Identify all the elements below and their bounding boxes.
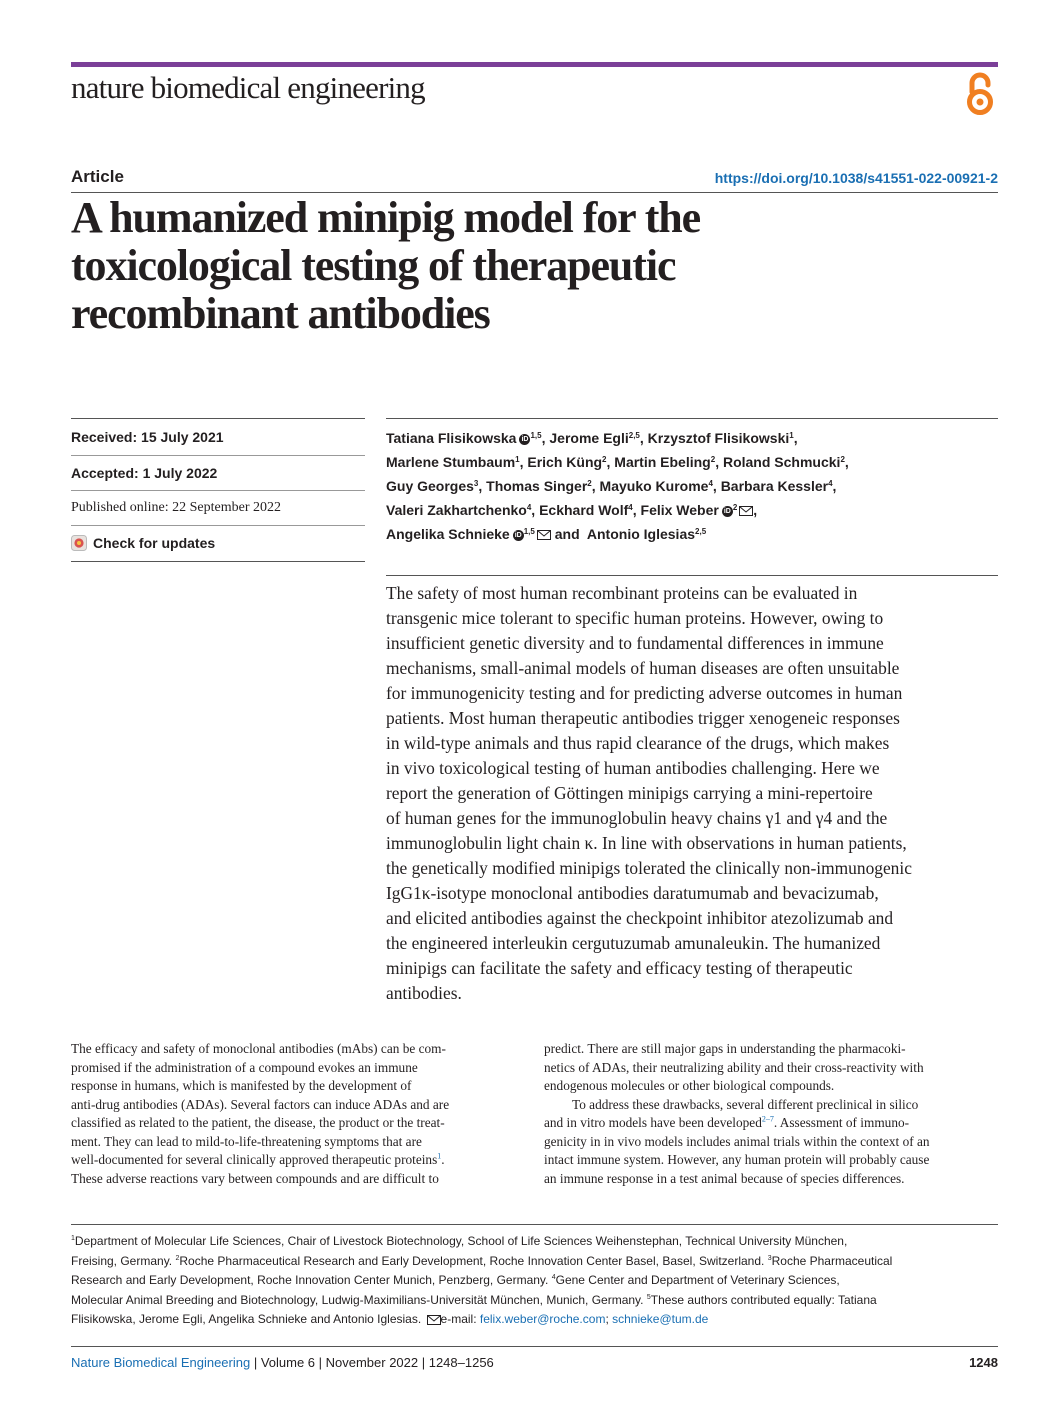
meta-divider xyxy=(71,525,365,526)
body-column-left xyxy=(71,1040,525,1188)
body-line: netics of ADAs, their neutralizing ability and their cross-reactivity with xyxy=(544,1059,924,1075)
citation-ref[interactable]: 2–7 xyxy=(761,1114,774,1124)
author-affil: 2 xyxy=(710,455,716,464)
author-sep: , xyxy=(632,502,641,518)
body-column-right xyxy=(544,1040,998,1188)
orcid-icon[interactable]: iD xyxy=(723,507,731,515)
author-name[interactable]: Marlene Stumbaum xyxy=(386,454,516,470)
email-link[interactable]: felix.weber@roche.com xyxy=(479,1312,606,1326)
author-name[interactable]: Thomas Singer xyxy=(486,478,588,494)
email-icon[interactable] xyxy=(537,530,551,540)
meta-divider xyxy=(71,455,365,456)
author-line xyxy=(386,450,998,474)
meta-divider xyxy=(71,490,365,491)
page-number: 1248 xyxy=(969,1355,998,1370)
author-affil: 2,5 xyxy=(628,431,640,440)
email-icon xyxy=(427,1315,441,1325)
affil-line xyxy=(71,1252,998,1272)
affil-text: Roche Pharmaceutical Research and Early Development, Roche Innovation Center Basel, Basel, Switzerland. xyxy=(179,1253,768,1268)
author-name[interactable]: Jerome Egli xyxy=(549,430,629,446)
title-line: A humanized minipig model for the xyxy=(71,193,701,242)
body-line: ment. They can lead to mild-to-life-threatening symptoms that are xyxy=(71,1133,422,1149)
published-date: Published online: 22 September 2022 xyxy=(71,500,281,515)
author-affil: 1 xyxy=(789,431,794,440)
author-name[interactable]: Roland Schmucki xyxy=(722,454,841,470)
article-title xyxy=(71,194,1001,338)
affil-text: Molecular Animal Breeding and Biotechnology, Ludwig-Maximilians-Universität München, Munich, Germany. xyxy=(71,1292,647,1307)
affil-number: 2 xyxy=(175,1254,180,1262)
abstract-line: in wild-type animals and thus rapid clearance of the drugs, which makes xyxy=(386,733,890,753)
check-updates-label: Check for updates xyxy=(93,535,216,551)
affil-text: Gene Center and Department of Veterinary Sciences, xyxy=(555,1273,840,1287)
meta-divider xyxy=(71,561,365,562)
author-name[interactable]: Valeri Zakhartchenko xyxy=(386,502,527,518)
footer-rule xyxy=(71,1346,998,1347)
footer-citation xyxy=(71,1355,494,1370)
affiliations-rule xyxy=(71,1224,998,1225)
body-text: well-documented for several clinically approved therapeutic proteins xyxy=(71,1152,438,1167)
affil-line xyxy=(71,1232,998,1252)
author-affil: 2 xyxy=(840,455,845,464)
orcid-icon[interactable]: iD xyxy=(514,531,522,539)
affil-text: Research and Early Development, Roche Innovation Center Munich, Penzberg, Germany. xyxy=(71,1273,552,1287)
author-line xyxy=(386,498,998,522)
author-name[interactable]: Angelika Schnieke xyxy=(386,526,510,542)
affil-text: Flisikowska, Jerome Egli, Angelika Schnieke and Antonio Iglesias. xyxy=(71,1312,425,1326)
body-line: The efficacy and safety of monoclonal antibodies (mAbs) can be com- xyxy=(71,1041,446,1056)
author-sep: , xyxy=(541,430,550,446)
author-affil: 1,5 xyxy=(530,431,542,440)
author-name[interactable]: Eckhard Wolf xyxy=(539,502,629,518)
author-sep: , xyxy=(519,454,528,470)
author-line xyxy=(386,474,998,498)
abstract-line: the genetically modified minipigs tolerated the clinically non-immunogenic xyxy=(386,858,912,878)
author-sep: , xyxy=(793,430,798,446)
affil-text: e-mail: xyxy=(440,1312,480,1326)
open-access-icon xyxy=(962,72,998,116)
author-affil: 4 xyxy=(708,479,713,488)
affil-line xyxy=(71,1291,998,1311)
title-line: recombinant antibodies xyxy=(71,289,490,338)
check-for-updates-button[interactable] xyxy=(71,535,365,551)
body-line: These adverse reactions vary between compounds and are difficult to xyxy=(71,1170,439,1186)
abstract-rule xyxy=(386,575,998,576)
author-sep: , xyxy=(591,478,600,494)
body-line: To address these drawbacks, several different preclinical in silico xyxy=(572,1096,919,1112)
body-line: promised if the administration of a compound evokes an immune xyxy=(71,1059,418,1075)
author-affil: 4 xyxy=(628,503,633,512)
abstract-line: patients. Most human therapeutic antibodies trigger xenogeneic responses xyxy=(386,708,900,728)
author-sep: , xyxy=(844,454,849,470)
author-sep: , xyxy=(478,478,487,494)
authors-rule xyxy=(386,418,998,419)
author-name[interactable]: Felix Weber xyxy=(640,502,719,518)
author-line xyxy=(386,522,998,546)
affil-line: Flisikowska, Jerome Egli, Angelika Schnieke and Antonio Iglesias. e-mail: felix.weber@roche.com; schnieke@tum.de xyxy=(71,1312,709,1326)
author-sep: and xyxy=(550,526,584,542)
author-sep: , xyxy=(531,502,540,518)
body-line xyxy=(544,1114,998,1133)
meta-rule xyxy=(71,418,365,419)
abstract xyxy=(386,581,1001,1006)
author-affil: 3 xyxy=(473,479,479,488)
affil-text: These authors contributed equally: Tatiana xyxy=(650,1292,877,1307)
author-affil: 4 xyxy=(828,479,833,488)
author-list xyxy=(386,426,998,546)
received-date: Received: 15 July 2021 xyxy=(71,429,224,445)
affil-number: 5 xyxy=(646,1293,651,1301)
body-line: genicity in in vivo models includes animal trials within the context of an xyxy=(544,1133,930,1149)
author-name[interactable]: Martin Ebeling xyxy=(614,454,711,470)
body-line: anti-drug antibodies (ADAs). Several factors can induce ADAs and are xyxy=(71,1096,450,1112)
author-line xyxy=(386,426,998,450)
abstract-line: IgG1κ-isotype monoclonal antibodies daratumumab and bevacizumab, xyxy=(386,883,879,903)
body-line: an immune response in a test animal because of species differences. xyxy=(544,1170,905,1186)
citation-ref[interactable]: 1 xyxy=(437,1151,442,1161)
abstract-line: mechanisms, small-animal models of human diseases are often unsuitable xyxy=(386,658,900,678)
article-type-label: Article xyxy=(71,167,124,186)
abstract-line: report the generation of Göttingen minipigs carrying a mini-repertoire xyxy=(386,783,873,803)
affil-text: Freising, Germany. xyxy=(71,1253,176,1268)
body-line: endogenous molecules or other biological compounds. xyxy=(544,1078,835,1093)
abstract-line: in vivo toxicological testing of human antibodies challenging. Here we xyxy=(386,758,880,778)
author-affil: 4 xyxy=(526,503,532,512)
doi-link[interactable]: https://doi.org/10.1038/s41551-022-00921-2 xyxy=(714,170,998,186)
abstract-line: immunoglobulin light chain κ. In line with observations in human patients, xyxy=(386,833,907,853)
affil-line xyxy=(71,1271,998,1291)
author-name[interactable]: Guy Georges xyxy=(386,478,474,494)
abstract-line: the engineered interleukin cergutuzumab amunaleukin. The humanized xyxy=(386,933,881,953)
author-affil: 2 xyxy=(602,455,607,464)
body-line: well-documented for several clinically approved therapeutic proteins$^1$. xyxy=(71,1151,445,1167)
body-text: and in vitro models have been developed xyxy=(544,1115,762,1130)
abstract-line: The safety of most human recombinant proteins can be evaluated in xyxy=(386,583,858,603)
orcid-icon[interactable]: iD xyxy=(521,435,529,443)
author-affil: 2,5 xyxy=(695,527,707,536)
body-line: predict. There are still major gaps in understanding the pharmacoki- xyxy=(544,1041,906,1056)
abstract-line: insufficient genetic diversity and to fundamental differences in immune xyxy=(386,633,884,653)
author-name[interactable]: Mayuko Kurome xyxy=(599,478,709,494)
affil-number: 3 xyxy=(767,1254,772,1262)
journal-accent-bar xyxy=(71,62,998,67)
body-text: . Assessment of immuno- xyxy=(773,1115,910,1130)
author-sep: , xyxy=(639,430,648,446)
affiliations xyxy=(71,1232,998,1330)
author-sep: , xyxy=(715,454,723,470)
author-name[interactable]: Antonio Iglesias xyxy=(586,526,696,542)
author-sep: , xyxy=(606,454,615,470)
footer-journal-link[interactable]: Nature Biomedical Engineering xyxy=(71,1355,251,1370)
body-line: classified as related to the patient, the disease, the product or the treat- xyxy=(71,1115,445,1130)
author-affil: 1,5 xyxy=(523,527,535,536)
abstract-line: of human genes for the immunoglobulin heavy chains γ1 and γ4 and the xyxy=(386,808,888,828)
abstract-line: antibodies. xyxy=(386,983,462,1003)
affil-number: 1 xyxy=(71,1235,75,1242)
body-line: response in humans, which is manifested by the development of xyxy=(71,1078,412,1093)
author-name[interactable]: Barbara Kessler xyxy=(720,478,829,494)
title-line: toxicological testing of therapeutic xyxy=(71,241,676,290)
journal-name: nature biomedical engineering xyxy=(71,70,425,105)
author-sep: , xyxy=(753,502,758,518)
author-name[interactable]: Erich Küng xyxy=(527,454,603,470)
affil-text: Department of Molecular Life Sciences, Chair of Livestock Biotechnology, School of Life Sciences Weihenstephan, Technical University München, xyxy=(74,1234,848,1248)
check-updates-icon xyxy=(71,535,87,551)
body-line: intact immune system. However, any human protein will probably cause xyxy=(544,1152,930,1167)
affil-text: Roche Pharmaceutical xyxy=(771,1253,893,1268)
email-icon[interactable] xyxy=(739,506,753,516)
author-name[interactable]: Tatiana Flisikowska xyxy=(386,430,517,446)
author-affil: 1 xyxy=(515,455,520,464)
footer-issue: | Volume 6 | November 2022 | 1248–1256 xyxy=(250,1355,494,1370)
accepted-date: Accepted: 1 July 2022 xyxy=(71,465,218,481)
affil-number: 4 xyxy=(551,1274,556,1281)
author-name[interactable]: Krzysztof Flisikowski xyxy=(647,430,790,446)
author-sep: , xyxy=(832,478,837,494)
email-link[interactable]: schnieke@tum.de xyxy=(612,1312,709,1326)
author-sep: , xyxy=(712,478,721,494)
abstract-line: minipigs can facilitate the safety and efficacy testing of therapeutic xyxy=(386,958,853,978)
abstract-line: for immunogenicity testing and for predicting adverse outcomes in human xyxy=(386,683,903,703)
abstract-line: and elicited antibodies against the checkpoint inhibitor atezolizumab and xyxy=(386,908,894,928)
author-affil: 2 xyxy=(732,503,738,512)
abstract-line: transgenic mice tolerant to specific human proteins. However, owing to xyxy=(386,608,884,628)
author-affil: 2 xyxy=(587,479,592,488)
